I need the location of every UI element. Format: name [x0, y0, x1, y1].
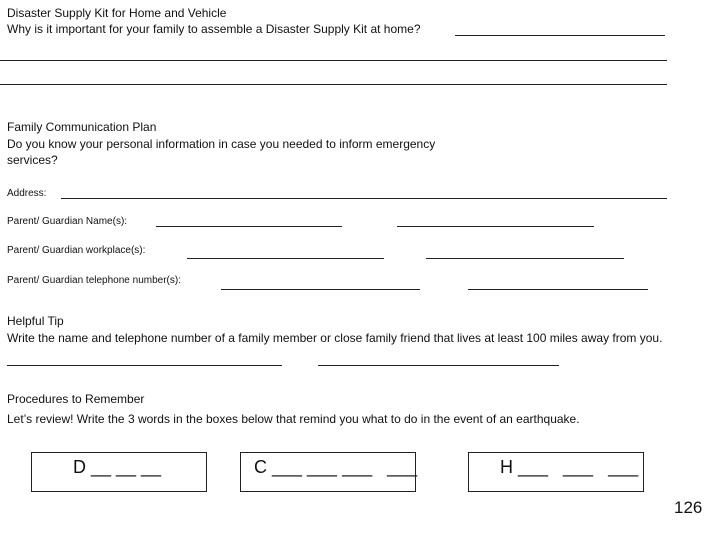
section-title-supply-kit: Disaster Supply Kit for Home and Vehicle — [7, 6, 227, 20]
answer-line-1[interactable] — [455, 35, 665, 36]
helpful-tip-instruction: Write the name and telephone number of a family member or close family friend that lives at least 100 miles away from you. — [7, 331, 663, 345]
address-line[interactable] — [61, 198, 667, 199]
communication-question-line1: Do you know your personal information in case you needed to inform emergency — [7, 137, 436, 151]
contact-phone-line[interactable] — [318, 365, 559, 366]
section-title-helpful-tip: Helpful Tip — [7, 314, 64, 328]
guardian-name-line-2[interactable] — [397, 226, 594, 227]
guardian-phone-line-1[interactable] — [221, 289, 420, 290]
contact-name-line[interactable] — [7, 365, 282, 366]
answer-box-h-text: H ___ ___ ___ — [500, 457, 639, 477]
answer-box-d-text: D __ __ __ — [73, 457, 162, 477]
procedures-instruction: Let’s review! Write the 3 words in the boxes below that remind you what to do in the event of an earthquake. — [7, 412, 580, 426]
answer-line-2[interactable] — [0, 60, 667, 61]
section-title-procedures: Procedures to Remember — [7, 392, 145, 406]
guardian-workplace-line-1[interactable] — [187, 258, 384, 259]
answer-box-c-text: C ___ ___ ___ ___ — [254, 457, 418, 477]
address-label: Address: — [7, 188, 47, 199]
communication-question-line2: services? — [7, 153, 58, 167]
supply-kit-question: Why is it important for your family to assemble a Disaster Supply Kit at home? — [7, 22, 421, 36]
answer-line-3[interactable] — [0, 84, 667, 85]
answer-box-d[interactable] — [31, 452, 207, 492]
answer-box-c[interactable] — [240, 452, 416, 492]
page-number: 126 — [674, 498, 703, 517]
guardian-name-line-1[interactable] — [156, 226, 342, 227]
guardian-name-label: Parent/ Guardian Name(s): — [7, 216, 128, 227]
answer-box-h[interactable] — [468, 452, 644, 492]
guardian-workplace-label: Parent/ Guardian workplace(s): — [7, 245, 146, 256]
section-title-communication-plan: Family Communication Plan — [7, 120, 157, 134]
guardian-workplace-line-2[interactable] — [426, 258, 624, 259]
guardian-phone-label: Parent/ Guardian telephone number(s): — [7, 275, 181, 286]
guardian-phone-line-2[interactable] — [468, 289, 648, 290]
